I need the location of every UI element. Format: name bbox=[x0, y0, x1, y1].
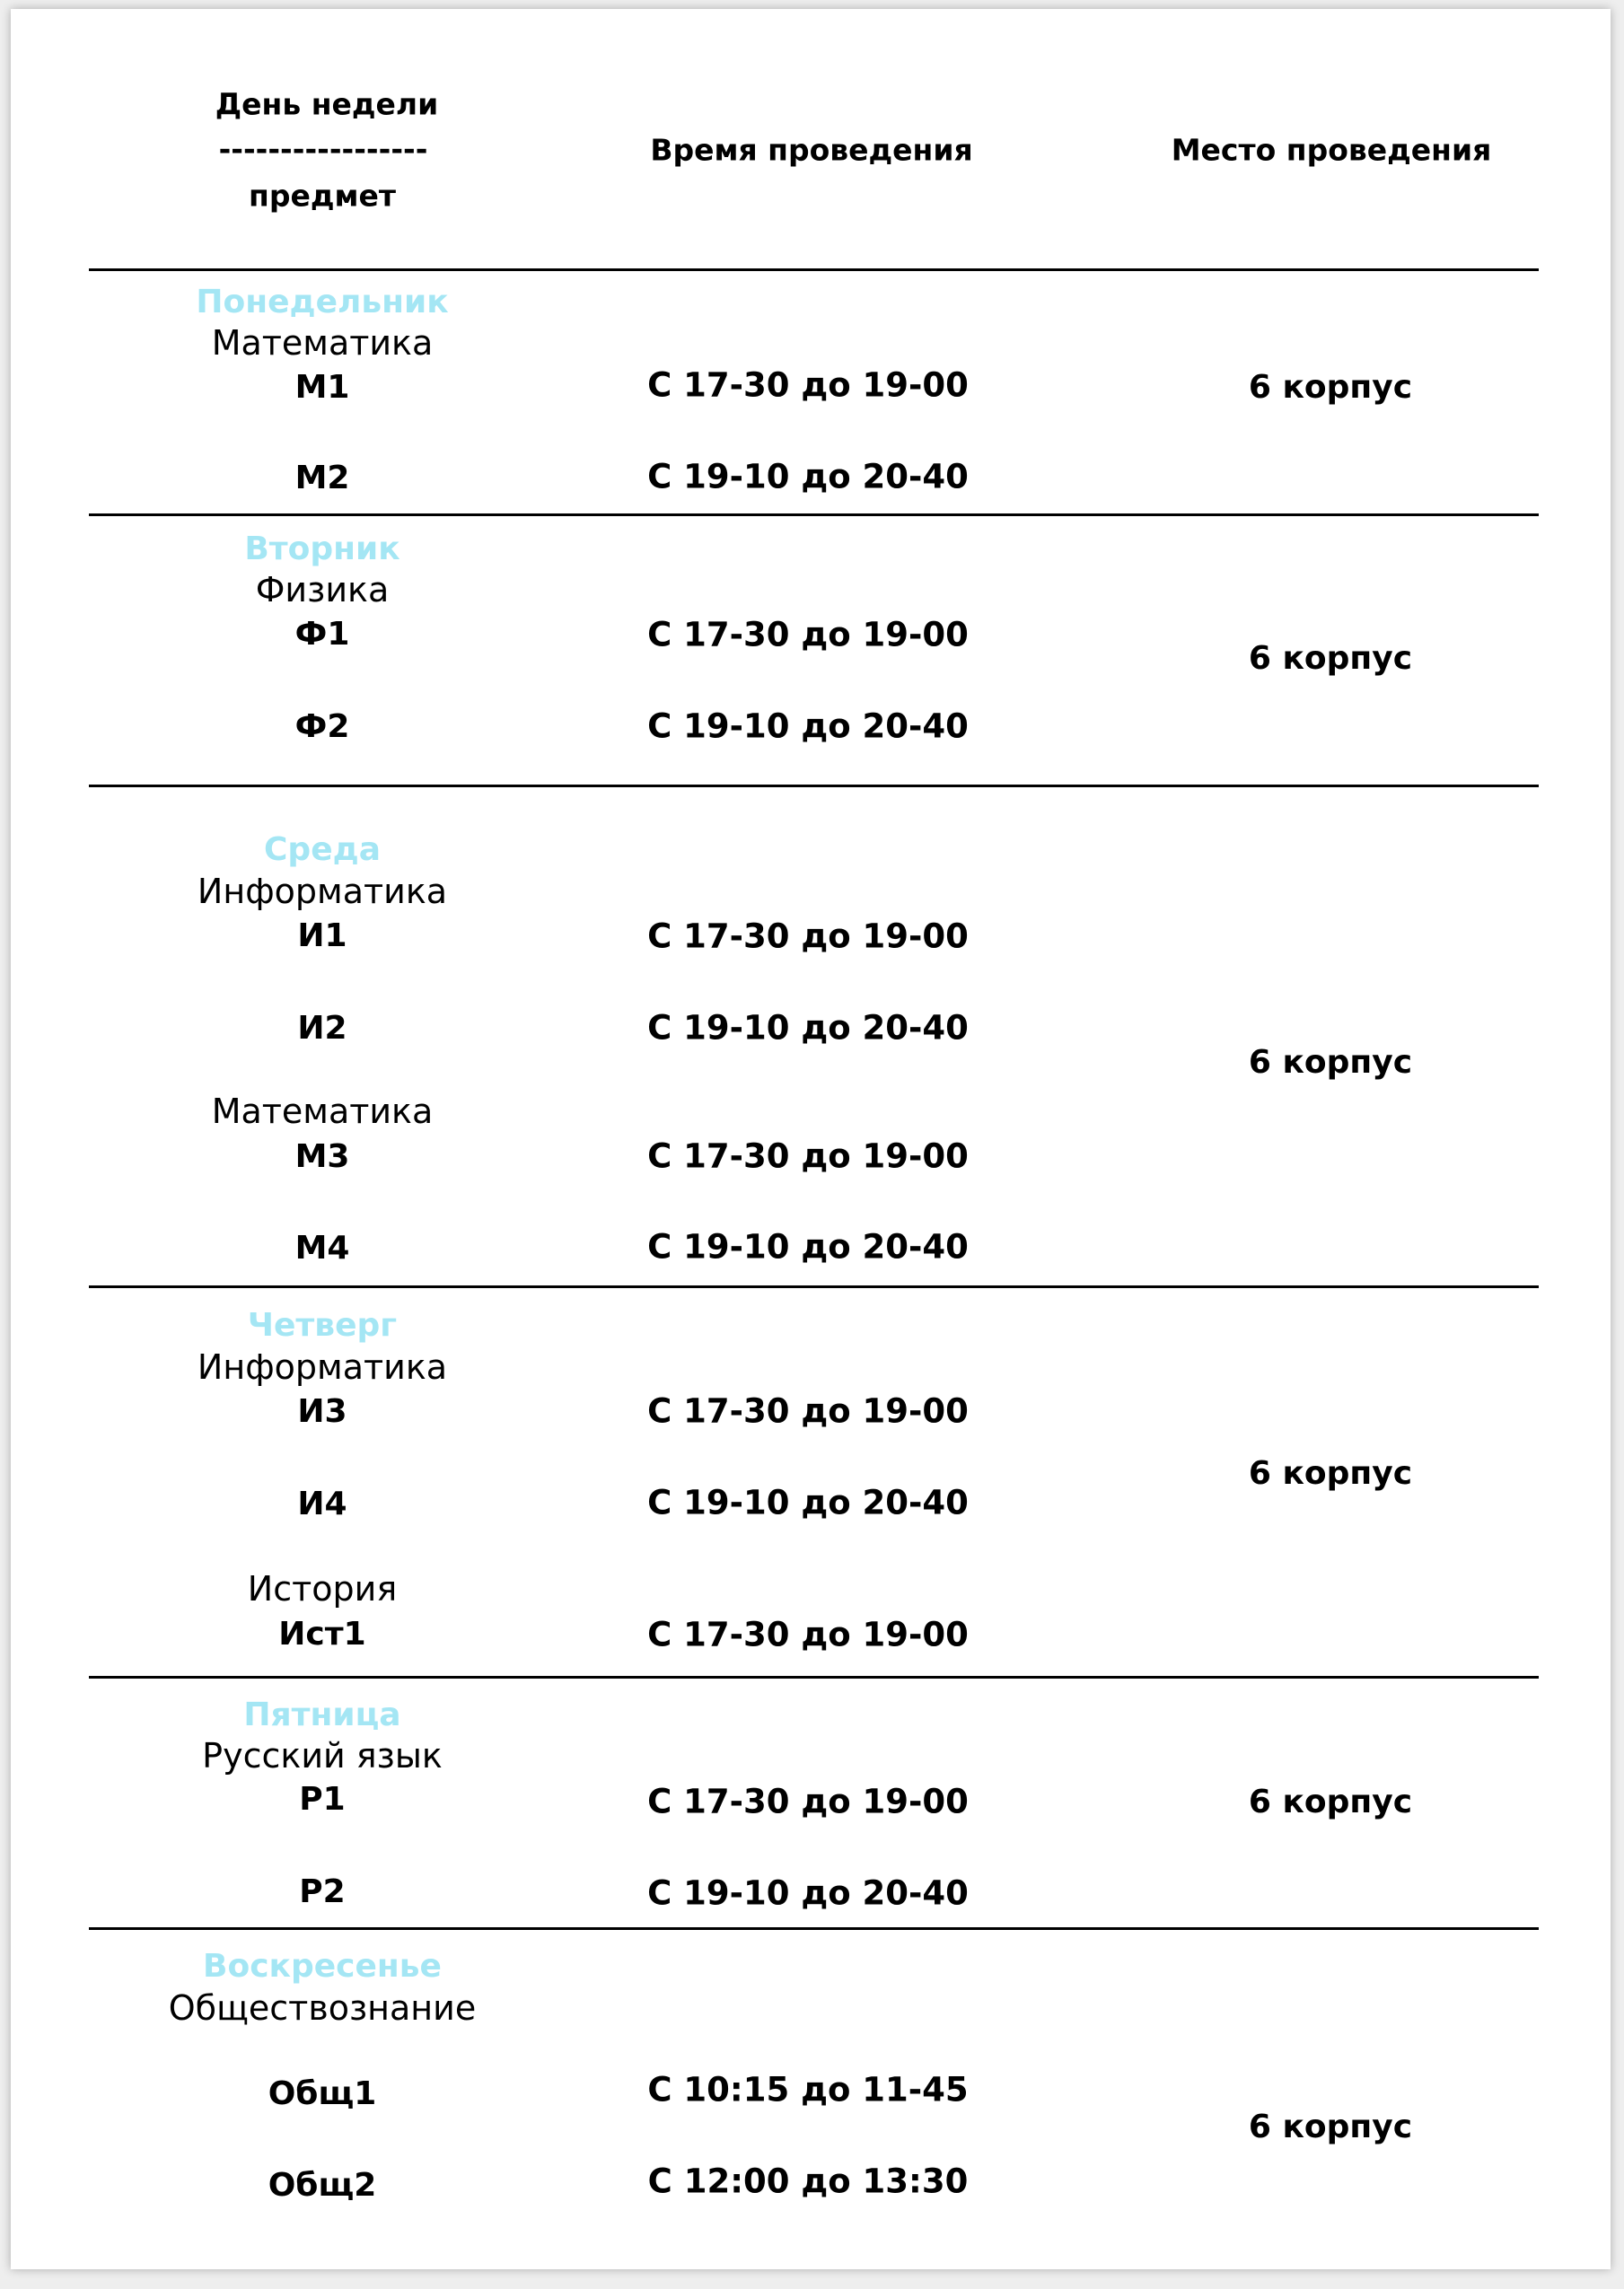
day-divider bbox=[89, 513, 1539, 516]
subject-name: Физика bbox=[255, 570, 390, 610]
group-time: С 17-30 до 19-00 bbox=[647, 1782, 969, 1821]
day-name: Вторник bbox=[244, 531, 400, 567]
group-time: С 19-10 до 20-40 bbox=[647, 1008, 969, 1048]
group-code: М1 bbox=[294, 369, 350, 406]
place: 6 корпус bbox=[1248, 1455, 1413, 1492]
day-name: Среда bbox=[264, 831, 381, 868]
group-code: М4 bbox=[294, 1230, 350, 1267]
group-time: С 19-10 до 20-40 bbox=[647, 1483, 969, 1522]
day-name: Четверг bbox=[247, 1307, 398, 1344]
group-time: С 17-30 до 19-00 bbox=[647, 615, 969, 654]
group-time: С 12:00 до 13:30 bbox=[647, 2162, 969, 2201]
subject-name: Математика bbox=[211, 1092, 434, 1131]
header-divider bbox=[89, 268, 1539, 271]
day-divider bbox=[89, 1927, 1539, 1930]
subject-name: Информатика bbox=[197, 1347, 448, 1387]
group-time: С 19-10 до 20-40 bbox=[647, 457, 969, 496]
group-code: И3 bbox=[297, 1393, 347, 1430]
day-divider bbox=[89, 785, 1539, 787]
subject-name: Обществознание bbox=[168, 1988, 477, 2028]
place: 6 корпус bbox=[1248, 2109, 1413, 2145]
group-time: С 17-30 до 19-00 bbox=[647, 1615, 969, 1654]
header-day-label: День недели bbox=[215, 86, 439, 122]
group-time: С 17-30 до 19-00 bbox=[647, 1391, 969, 1431]
header-separator: ----------------- bbox=[218, 131, 428, 167]
group-time: С 19-10 до 20-40 bbox=[647, 706, 969, 746]
group-time: С 17-30 до 19-00 bbox=[647, 916, 969, 956]
group-code: М3 bbox=[294, 1138, 350, 1175]
place: 6 корпус bbox=[1248, 1784, 1413, 1820]
subject-name: Русский язык bbox=[202, 1736, 443, 1776]
group-code: Ф2 bbox=[294, 708, 350, 745]
group-time: С 19-10 до 20-40 bbox=[647, 1873, 969, 1913]
group-time: С 19-10 до 20-40 bbox=[647, 1227, 969, 1267]
group-code: М2 bbox=[294, 460, 350, 496]
day-name: Понедельник bbox=[196, 284, 449, 320]
place: 6 корпус bbox=[1248, 640, 1413, 677]
group-code: Ф1 bbox=[294, 616, 350, 653]
group-time: С 17-30 до 19-00 bbox=[647, 1136, 969, 1176]
header-place-label: Место проведения bbox=[1171, 132, 1492, 168]
header-subject-label: предмет bbox=[249, 178, 396, 214]
group-code: И1 bbox=[297, 917, 347, 954]
subject-name: История bbox=[247, 1569, 398, 1609]
group-code: И2 bbox=[297, 1010, 347, 1047]
place: 6 корпус bbox=[1248, 1044, 1413, 1081]
schedule-page bbox=[11, 9, 1611, 2269]
group-code: Р1 bbox=[299, 1781, 346, 1818]
day-divider bbox=[89, 1676, 1539, 1679]
day-divider bbox=[89, 1285, 1539, 1288]
group-code: Ист1 bbox=[278, 1616, 366, 1653]
group-time: С 17-30 до 19-00 bbox=[647, 365, 969, 405]
group-code: Р2 bbox=[299, 1873, 346, 1910]
subject-name: Информатика bbox=[197, 872, 448, 911]
place: 6 корпус bbox=[1248, 369, 1413, 406]
header-time-label: Время проведения bbox=[650, 132, 973, 168]
day-name: Пятница bbox=[243, 1697, 401, 1733]
group-time: С 10:15 до 11-45 bbox=[647, 2070, 969, 2109]
group-code: Общ1 bbox=[268, 2075, 377, 2112]
group-code: Общ2 bbox=[268, 2167, 377, 2204]
group-code: И4 bbox=[297, 1486, 347, 1522]
day-name: Воскресенье bbox=[203, 1948, 442, 1985]
subject-name: Математика bbox=[211, 323, 434, 363]
